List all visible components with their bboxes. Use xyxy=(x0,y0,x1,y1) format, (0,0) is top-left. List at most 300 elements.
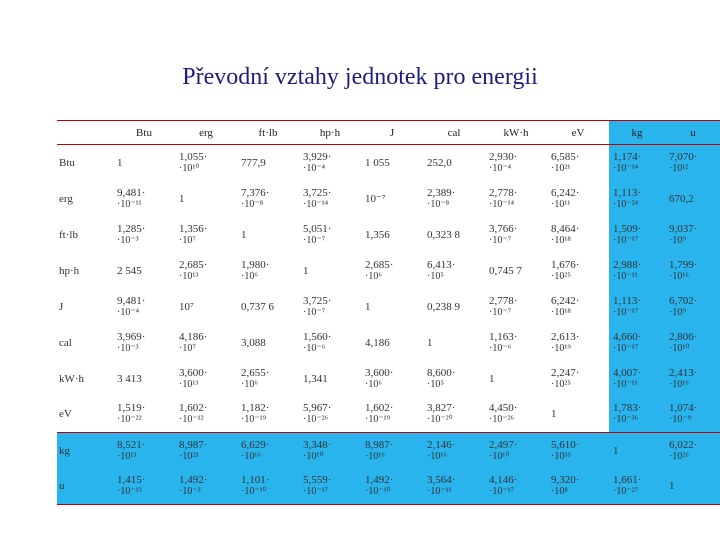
cell-mantissa: 1 xyxy=(117,156,123,169)
cell-mantissa: 1,055· xyxy=(179,150,208,163)
cell-mantissa: 1,519· xyxy=(117,402,146,415)
table-cell xyxy=(665,469,720,505)
cell-exponent: ·10⁻¹⁷ xyxy=(489,486,515,498)
cell-exponent: ·10⁷ xyxy=(179,342,196,354)
table-cell xyxy=(609,433,665,469)
table-cell xyxy=(237,253,299,289)
cell-exponent: ·10²³ xyxy=(179,450,199,462)
table-cell xyxy=(547,397,609,433)
table-cell xyxy=(609,397,665,433)
cell-exponent: ·10⁻²⁷ xyxy=(613,486,639,498)
table-row xyxy=(57,433,720,469)
table-row xyxy=(57,469,720,505)
column-header: Btu xyxy=(113,121,175,145)
cell-exponent: ·10¹⁹ xyxy=(551,342,571,354)
table-cell xyxy=(113,325,175,361)
table-cell xyxy=(175,469,237,505)
cell-exponent: ·10⁻⁴ xyxy=(489,162,512,174)
table-cell xyxy=(423,433,485,469)
cell-exponent: ·10⁻²² xyxy=(117,414,142,426)
cell-mantissa: 2,778· xyxy=(489,186,518,199)
table-cell xyxy=(361,181,423,217)
cell-exponent: ·10⁻⁶ xyxy=(303,342,326,354)
table-cell xyxy=(237,181,299,217)
table-cell xyxy=(113,433,175,469)
cell-exponent: ·10⁻³ xyxy=(117,234,139,246)
table-cell xyxy=(175,181,237,217)
cell-exponent: ·10⁻⁴ xyxy=(117,306,140,318)
table-cell xyxy=(237,469,299,505)
cell-exponent: ·10⁻²⁰ xyxy=(427,414,453,426)
table-cell xyxy=(609,325,665,361)
header-corner xyxy=(57,121,113,145)
cell-mantissa: 9,320· xyxy=(551,474,580,487)
cell-mantissa: 5,051· xyxy=(303,222,332,235)
cell-mantissa: 777,9 xyxy=(241,156,266,169)
cell-mantissa: 6,022· xyxy=(669,438,698,451)
cell-exponent: ·10⁹ xyxy=(669,306,686,318)
cell-mantissa: 8,987· xyxy=(365,438,394,451)
page-title: Převodní vztahy jednotek pro energii xyxy=(182,64,538,90)
table-cell xyxy=(299,289,361,325)
table-cell xyxy=(175,433,237,469)
cell-mantissa: 1,356 xyxy=(365,228,390,241)
table-cell xyxy=(361,469,423,505)
table-row xyxy=(57,361,720,397)
cell-exponent: ·10⁷ xyxy=(179,234,196,246)
cell-mantissa: 1,182· xyxy=(241,402,270,415)
cell-mantissa: 2,655· xyxy=(241,366,270,379)
table-cell xyxy=(237,325,299,361)
cell-mantissa: 3,969· xyxy=(117,330,146,343)
table-cell xyxy=(423,253,485,289)
table-cell xyxy=(299,325,361,361)
cell-exponent: ·10⁻¹¹ xyxy=(613,378,638,390)
table-cell xyxy=(485,397,547,433)
cell-mantissa: 1 xyxy=(179,192,185,205)
table-cell xyxy=(547,145,609,181)
cell-mantissa: 4,660· xyxy=(613,330,642,343)
table-cell xyxy=(299,433,361,469)
table-cell xyxy=(547,469,609,505)
conversion-table-container xyxy=(57,120,697,504)
cell-mantissa: 1 xyxy=(669,480,675,493)
cell-exponent: ·10⁻¹⁴ xyxy=(303,198,329,210)
cell-mantissa: 1,113· xyxy=(613,186,642,199)
cell-mantissa: 10⁷ xyxy=(179,300,194,313)
table-cell xyxy=(609,253,665,289)
cell-mantissa: 3,766· xyxy=(489,222,518,235)
cell-mantissa: 4,186· xyxy=(179,330,208,343)
cell-exponent: ·10⁻²⁶ xyxy=(303,414,329,426)
cell-mantissa: 1 xyxy=(427,336,433,349)
table-cell xyxy=(299,361,361,397)
cell-mantissa: 3,088 xyxy=(241,336,266,349)
table-cell xyxy=(175,397,237,433)
table-cell xyxy=(547,181,609,217)
cell-exponent: ·10⁻¹¹ xyxy=(427,486,452,498)
table-cell xyxy=(609,181,665,217)
table-cell xyxy=(609,217,665,253)
energy-conversion-table xyxy=(57,120,720,505)
cell-mantissa: 1,799· xyxy=(669,258,698,271)
cell-mantissa: 8,464· xyxy=(551,222,580,235)
cell-mantissa: 1,602· xyxy=(365,402,394,415)
cell-mantissa: 0,737 6 xyxy=(241,300,274,313)
cell-exponent: ·10¹⁶ xyxy=(427,450,447,462)
row-label: kg xyxy=(57,433,113,469)
cell-exponent: ·10²⁶ xyxy=(669,450,689,462)
table-cell xyxy=(361,145,423,181)
cell-exponent: ·10²¹ xyxy=(551,162,571,174)
table-cell xyxy=(423,289,485,325)
cell-exponent: ·10¹³ xyxy=(117,450,137,462)
table-cell xyxy=(113,145,175,181)
cell-exponent: ·10¹⁰ xyxy=(303,450,324,462)
cell-exponent: ·10⁻¹⁹ xyxy=(241,414,267,426)
table-cell xyxy=(299,397,361,433)
cell-mantissa: 1,341 xyxy=(303,372,328,385)
table-cell xyxy=(113,253,175,289)
table-row xyxy=(57,217,720,253)
cell-exponent: ·10¹⁸ xyxy=(551,306,571,318)
cell-exponent: ·10⁻⁷ xyxy=(303,306,326,318)
cell-mantissa: 1,676· xyxy=(551,258,580,271)
table-cell xyxy=(237,361,299,397)
table-cell xyxy=(361,253,423,289)
cell-mantissa: 1,074· xyxy=(669,402,698,415)
column-header: kg xyxy=(609,121,665,145)
table-cell xyxy=(485,181,547,217)
cell-mantissa: 0,238 9 xyxy=(427,300,460,313)
cell-exponent: ·10⁻¹³ xyxy=(117,486,142,498)
cell-mantissa: 2,389· xyxy=(427,186,456,199)
cell-mantissa: 0,745 7 xyxy=(489,264,522,277)
cell-exponent: ·10⁻⁹ xyxy=(669,414,692,426)
table-cell xyxy=(485,433,547,469)
cell-exponent: ·10⁵ xyxy=(427,378,444,390)
table-cell xyxy=(361,361,423,397)
cell-exponent: ·10⁻³ xyxy=(179,486,201,498)
table-row xyxy=(57,325,720,361)
cell-mantissa: 8,521· xyxy=(117,438,146,451)
cell-mantissa: 1,602· xyxy=(179,402,208,415)
header-row xyxy=(57,121,720,145)
cell-exponent: ·10⁶ xyxy=(365,270,382,282)
cell-mantissa: 1,492· xyxy=(179,474,208,487)
table-cell xyxy=(299,181,361,217)
cell-mantissa: 2,685· xyxy=(365,258,394,271)
cell-exponent: ·10⁻⁷ xyxy=(303,234,326,246)
table-cell xyxy=(237,289,299,325)
cell-mantissa: 3 413 xyxy=(117,372,142,385)
cell-mantissa: 5,559· xyxy=(303,474,332,487)
table-cell xyxy=(665,397,720,433)
row-label: u xyxy=(57,469,113,505)
table-cell xyxy=(237,433,299,469)
cell-mantissa: 3,348· xyxy=(303,438,332,451)
cell-exponent: ·10¹¹ xyxy=(551,198,571,210)
cell-exponent: ·10¹² xyxy=(669,162,689,174)
cell-exponent: ·10⁻⁷ xyxy=(489,234,512,246)
cell-mantissa: 1,163· xyxy=(489,330,518,343)
table-cell xyxy=(547,217,609,253)
row-label: hp·h xyxy=(59,264,80,277)
cell-mantissa: 1,285· xyxy=(117,222,146,235)
column-header: erg xyxy=(175,121,237,145)
cell-exponent: ·10⁻¹⁰ xyxy=(365,486,391,498)
cell-mantissa: 3,564· xyxy=(427,474,456,487)
cell-exponent: ·10⁵ xyxy=(427,270,444,282)
cell-exponent: ·10⁻¹⁷ xyxy=(613,306,639,318)
cell-mantissa: 1,101· xyxy=(241,474,270,487)
table-cell xyxy=(423,217,485,253)
table-row xyxy=(57,181,720,217)
column-header: cal xyxy=(423,121,485,145)
cell-mantissa: 1 xyxy=(241,228,247,241)
table-cell xyxy=(665,253,720,289)
cell-mantissa: 10⁻⁷ xyxy=(365,192,386,205)
cell-exponent: ·10⁻¹⁷ xyxy=(303,486,329,498)
cell-mantissa: 3,725· xyxy=(303,186,332,199)
cell-exponent: ·10³⁵ xyxy=(551,450,571,462)
cell-exponent: ·10²⁵ xyxy=(551,270,571,282)
table-cell xyxy=(609,361,665,397)
cell-exponent: ·10⁻¹¹ xyxy=(117,198,142,210)
row-label: J xyxy=(59,300,64,313)
cell-exponent: ·10⁹ xyxy=(669,234,686,246)
table-cell xyxy=(547,253,609,289)
row-label: cal xyxy=(59,336,72,349)
table-cell xyxy=(113,397,175,433)
cell-mantissa: 4,450· xyxy=(489,402,518,415)
cell-mantissa: 3,827· xyxy=(427,402,456,415)
cell-exponent: ·10¹⁰ xyxy=(489,450,510,462)
table-cell xyxy=(423,181,485,217)
cell-mantissa: 1,113· xyxy=(613,294,642,307)
cell-mantissa: 2,685· xyxy=(179,258,208,271)
cell-exponent: ·10⁻¹⁴ xyxy=(613,162,639,174)
table-cell xyxy=(113,181,175,217)
table-cell xyxy=(237,397,299,433)
cell-exponent: ·10⁻²⁴ xyxy=(613,198,639,210)
cell-mantissa: 1 xyxy=(365,300,371,313)
table-cell xyxy=(299,253,361,289)
cell-exponent: ·10⁶ xyxy=(365,378,382,390)
cell-exponent: ·10⁻²⁶ xyxy=(489,414,515,426)
column-header: J xyxy=(361,121,423,145)
table-row xyxy=(57,289,720,325)
cell-mantissa: 6,242· xyxy=(551,186,580,199)
cell-exponent: ·10⁻³ xyxy=(117,342,139,354)
cell-exponent: ·10⁻¹⁴ xyxy=(489,198,515,210)
cell-mantissa: 6,242· xyxy=(551,294,580,307)
table-cell xyxy=(361,217,423,253)
row-label: Btu xyxy=(59,156,75,169)
cell-mantissa: 7,070· xyxy=(669,150,698,163)
table-row xyxy=(57,145,720,181)
cell-mantissa: 7,376· xyxy=(241,186,270,199)
table-cell xyxy=(113,289,175,325)
cell-mantissa: 4,186 xyxy=(365,336,390,349)
cell-mantissa: 1,509· xyxy=(613,222,642,235)
cell-exponent: ·10²⁵ xyxy=(551,378,571,390)
cell-exponent: ·10⁻⁸ xyxy=(427,198,450,210)
cell-mantissa: 2,413· xyxy=(669,366,698,379)
cell-mantissa: 1,415· xyxy=(117,474,146,487)
cell-mantissa: 8,987· xyxy=(179,438,208,451)
cell-exponent: ·10⁻⁴ xyxy=(303,162,326,174)
table-cell xyxy=(423,397,485,433)
table-cell xyxy=(299,217,361,253)
table-cell xyxy=(113,217,175,253)
cell-mantissa: 1,356· xyxy=(179,222,208,235)
cell-exponent: ·10¹⁰ xyxy=(669,342,690,354)
cell-exponent: ·10⁻¹¹ xyxy=(613,270,638,282)
cell-mantissa: 1,783· xyxy=(613,402,642,415)
cell-mantissa: 1 xyxy=(303,264,309,277)
table-cell xyxy=(299,145,361,181)
cell-mantissa: 2,988· xyxy=(613,258,642,271)
cell-mantissa: 670,2 xyxy=(669,192,694,205)
cell-mantissa: 5,967· xyxy=(303,402,332,415)
table-cell xyxy=(609,289,665,325)
cell-exponent: ·10⁻¹⁰ xyxy=(241,486,267,498)
table-cell xyxy=(485,289,547,325)
cell-mantissa: 3,929· xyxy=(303,150,332,163)
cell-exponent: ·10⁻¹² xyxy=(179,414,204,426)
table-cell xyxy=(361,433,423,469)
cell-mantissa: 2,497· xyxy=(489,438,518,451)
cell-mantissa: 9,037· xyxy=(669,222,698,235)
cell-mantissa: 2,930· xyxy=(489,150,518,163)
cell-mantissa: 6,585· xyxy=(551,150,580,163)
cell-mantissa: 9,481· xyxy=(117,294,146,307)
column-header: u xyxy=(665,121,720,145)
table-cell xyxy=(423,361,485,397)
row-label: erg xyxy=(59,192,73,205)
row-label: eV xyxy=(57,397,113,433)
table-cell xyxy=(665,289,720,325)
cell-mantissa: 1,174· xyxy=(613,150,642,163)
cell-mantissa: 1,661· xyxy=(613,474,642,487)
cell-mantissa: 1,560· xyxy=(303,330,332,343)
cell-mantissa: 3,725· xyxy=(303,294,332,307)
table-cell xyxy=(113,469,175,505)
table-cell xyxy=(175,289,237,325)
table-cell xyxy=(665,217,720,253)
cell-exponent: ·10⁻¹⁹ xyxy=(365,414,391,426)
table-cell xyxy=(485,217,547,253)
cell-mantissa: 1 055 xyxy=(365,156,390,169)
table-cell xyxy=(175,217,237,253)
cell-exponent: ·10¹⁰ xyxy=(179,162,200,174)
table-body xyxy=(57,145,720,505)
cell-exponent: ·10¹⁶ xyxy=(669,378,689,390)
cell-exponent: ·10⁻¹⁷ xyxy=(613,342,639,354)
cell-mantissa: 6,629· xyxy=(241,438,270,451)
table-cell xyxy=(485,253,547,289)
table-cell xyxy=(665,433,720,469)
table-cell xyxy=(113,361,175,397)
table-cell xyxy=(175,361,237,397)
table-cell xyxy=(423,145,485,181)
cell-mantissa: 2,146· xyxy=(427,438,456,451)
cell-mantissa: 1,492· xyxy=(365,474,394,487)
cell-mantissa: 1 xyxy=(613,444,619,457)
table-cell xyxy=(423,469,485,505)
table-cell xyxy=(237,217,299,253)
table-cell xyxy=(361,397,423,433)
column-header: kW·h xyxy=(485,121,547,145)
cell-exponent: ·10⁻⁶ xyxy=(489,342,512,354)
cell-mantissa: 2,613· xyxy=(551,330,580,343)
table-cell xyxy=(547,433,609,469)
cell-mantissa: 3,600· xyxy=(365,366,394,379)
table-cell xyxy=(175,325,237,361)
row-label: ft·lb xyxy=(59,228,78,241)
cell-mantissa: 4,146· xyxy=(489,474,518,487)
table-cell xyxy=(485,145,547,181)
cell-mantissa: 8,600· xyxy=(427,366,456,379)
table-cell xyxy=(361,289,423,325)
cell-mantissa: 3,600· xyxy=(179,366,208,379)
table-cell xyxy=(175,145,237,181)
cell-mantissa: 9,481· xyxy=(117,186,146,199)
table-cell xyxy=(609,469,665,505)
cell-exponent: ·10¹⁶ xyxy=(669,270,689,282)
table-cell xyxy=(175,253,237,289)
column-header: hp·h xyxy=(299,121,361,145)
table-cell xyxy=(665,325,720,361)
cell-mantissa: 0,323 8 xyxy=(427,228,460,241)
cell-exponent: ·10⁸ xyxy=(551,486,568,498)
cell-mantissa: 252,0 xyxy=(427,156,452,169)
cell-exponent: ·10⁻¹⁷ xyxy=(613,234,639,246)
table-cell xyxy=(237,145,299,181)
cell-mantissa: 1,980· xyxy=(241,258,270,271)
cell-exponent: ·10⁻⁸ xyxy=(241,198,264,210)
table-cell xyxy=(547,325,609,361)
cell-mantissa: 4,007· xyxy=(613,366,642,379)
table-row xyxy=(57,253,720,289)
cell-exponent: ·10¹³ xyxy=(179,270,199,282)
table-cell xyxy=(299,469,361,505)
cell-exponent: ·10¹⁶ xyxy=(365,450,385,462)
cell-exponent: ·10¹⁶ xyxy=(241,450,261,462)
table-cell xyxy=(665,181,720,217)
cell-exponent: ·10¹³ xyxy=(179,378,199,390)
cell-exponent: ·10⁶ xyxy=(241,378,258,390)
row-label: kW·h xyxy=(59,372,85,385)
table-cell xyxy=(609,145,665,181)
table-cell xyxy=(485,361,547,397)
cell-exponent: ·10⁻³⁶ xyxy=(613,414,639,426)
table-cell xyxy=(361,325,423,361)
cell-mantissa: 2 545 xyxy=(117,264,142,277)
table-cell xyxy=(665,145,720,181)
cell-mantissa: 6,702· xyxy=(669,294,698,307)
table-cell xyxy=(547,289,609,325)
cell-exponent: ·10⁶ xyxy=(241,270,258,282)
cell-mantissa: 2,806· xyxy=(669,330,698,343)
cell-mantissa: 2,247· xyxy=(551,366,580,379)
table-cell xyxy=(547,361,609,397)
column-header: eV xyxy=(547,121,609,145)
table-cell xyxy=(485,325,547,361)
table-cell xyxy=(665,361,720,397)
cell-mantissa: 6,413· xyxy=(427,258,456,271)
